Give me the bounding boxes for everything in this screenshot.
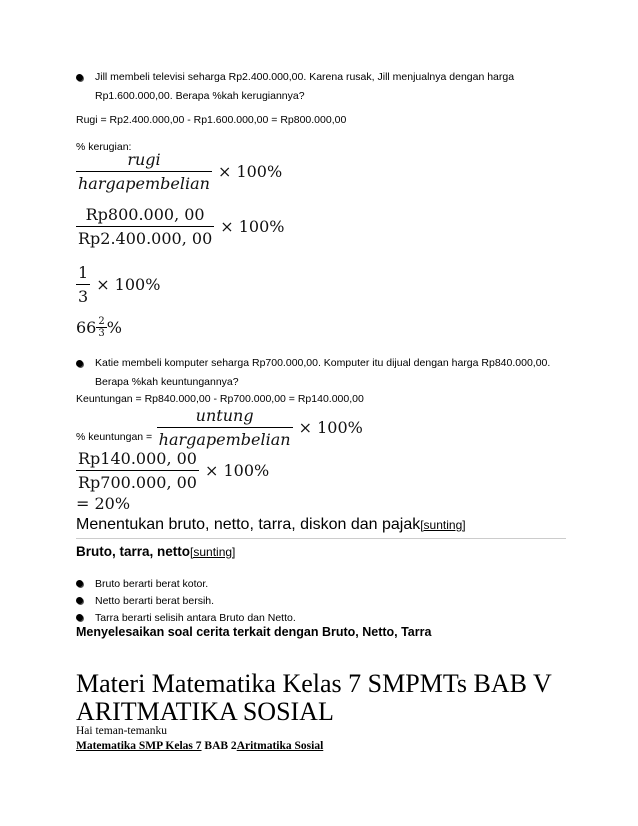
formula-rugi-values-numerator: Rp800.000, 00 [85, 205, 205, 224]
subheading-text: Bruto, tarra, netto [76, 544, 191, 559]
bold-line: Menyelesaikan soal cerita terkait dengan Bruto, Netto, Tarra [76, 625, 432, 639]
breadcrumb [76, 740, 323, 752]
formula-untung-values-denominator: Rp700.000, 00 [76, 470, 199, 492]
breadcrumb-link-aritmatika[interactable]: Aritmatika Sosial [236, 740, 324, 752]
section-divider [76, 538, 566, 539]
list-item-text: Bruto berarti berat kotor. [95, 578, 209, 590]
result-numerator: 2 [98, 316, 105, 327]
edit-section-link[interactable]: [sunting] [420, 518, 466, 532]
times-100-percent: × 100% [217, 162, 283, 181]
breadcrumb-link-matematika[interactable]: Matematika SMP Kelas 7 [76, 740, 202, 752]
bullet-icon [76, 360, 83, 367]
result-percent: % [106, 318, 122, 337]
formula-rugi-values [76, 205, 284, 248]
formula-rugi [76, 150, 282, 193]
post-title-line1: Materi Matematika Kelas 7 SMPMTs BAB V [76, 669, 552, 698]
problem-2-text-line1: Katie membeli komputer seharga Rp700.000,00. Komputer itu dijual dengan harga Rp840.000,00. [95, 357, 551, 369]
keuntungan-line: Keuntungan = Rp840.000,00 - Rp700.000,00 = Rp140.000,00 [76, 393, 364, 405]
kerugian-result [76, 316, 122, 339]
bullet-icon [76, 597, 83, 604]
formula-rugi-numerator: rugi [127, 150, 161, 169]
post-title-line2: ARITMATIKA SOSIAL [76, 697, 334, 726]
formula-rugi-denominator: hargapembelian [76, 171, 212, 193]
post-title [76, 670, 552, 726]
keuntungan-formula-row [76, 406, 363, 449]
formula-untung-values-numerator: Rp140.000, 00 [78, 449, 197, 468]
bullet-icon [76, 74, 83, 81]
formula-untung-numerator: untung [195, 406, 254, 425]
formula-untung-denominator: hargapembelian [157, 427, 293, 449]
bullet-icon [76, 580, 83, 587]
edit-subsection-link[interactable]: [sunting] [190, 545, 236, 559]
list-item-text: Netto berarti berat bersih. [95, 595, 215, 607]
times-100-percent: × 100% [220, 217, 285, 236]
formula-untung-values [76, 449, 269, 492]
rugi-line: Rugi = Rp2.400.000,00 - Rp1.600.000,00 = Rp800.000,00 [76, 114, 347, 126]
formula-rugi-values-denominator: Rp2.400.000, 00 [76, 226, 214, 248]
result-integer: 66 [76, 318, 97, 337]
breadcrumb-separator-text: BAB 2 [201, 740, 237, 752]
keuntungan-label: % keuntungan = [76, 431, 153, 443]
formula-one-third [76, 263, 160, 306]
one-third-numerator: 1 [78, 263, 89, 282]
list-item-text: Tarra berarti selisih antara Bruto dan Netto. [95, 612, 296, 624]
problem-1-text-line1: Jill membeli televisi seharga Rp2.400.000,00. Karena rusak, Jill menjualnya dengan harga [95, 71, 515, 83]
problem-1-text-line2: Rp1.600.000,00. Berapa %kah kerugiannya? [95, 90, 305, 102]
times-100-percent: × 100% [204, 461, 270, 480]
keuntungan-result: = 20% [76, 494, 131, 513]
problem-2-text-line2: Berapa %kah keuntungannya? [95, 376, 239, 388]
greeting: Hai teman-temanku [76, 725, 168, 737]
bullet-icon [76, 614, 83, 621]
section-heading-text: Menentukan bruto, netto, tarra, diskon dan pajak [76, 516, 421, 533]
result-denominator: 3 [98, 328, 105, 339]
times-100-percent: × 100% [96, 275, 161, 294]
kerugian-label: % kerugian: [76, 141, 132, 153]
subheading [76, 544, 235, 559]
section-heading [76, 516, 466, 534]
one-third-denominator: 3 [76, 284, 90, 306]
times-100-percent: × 100% [298, 418, 363, 437]
